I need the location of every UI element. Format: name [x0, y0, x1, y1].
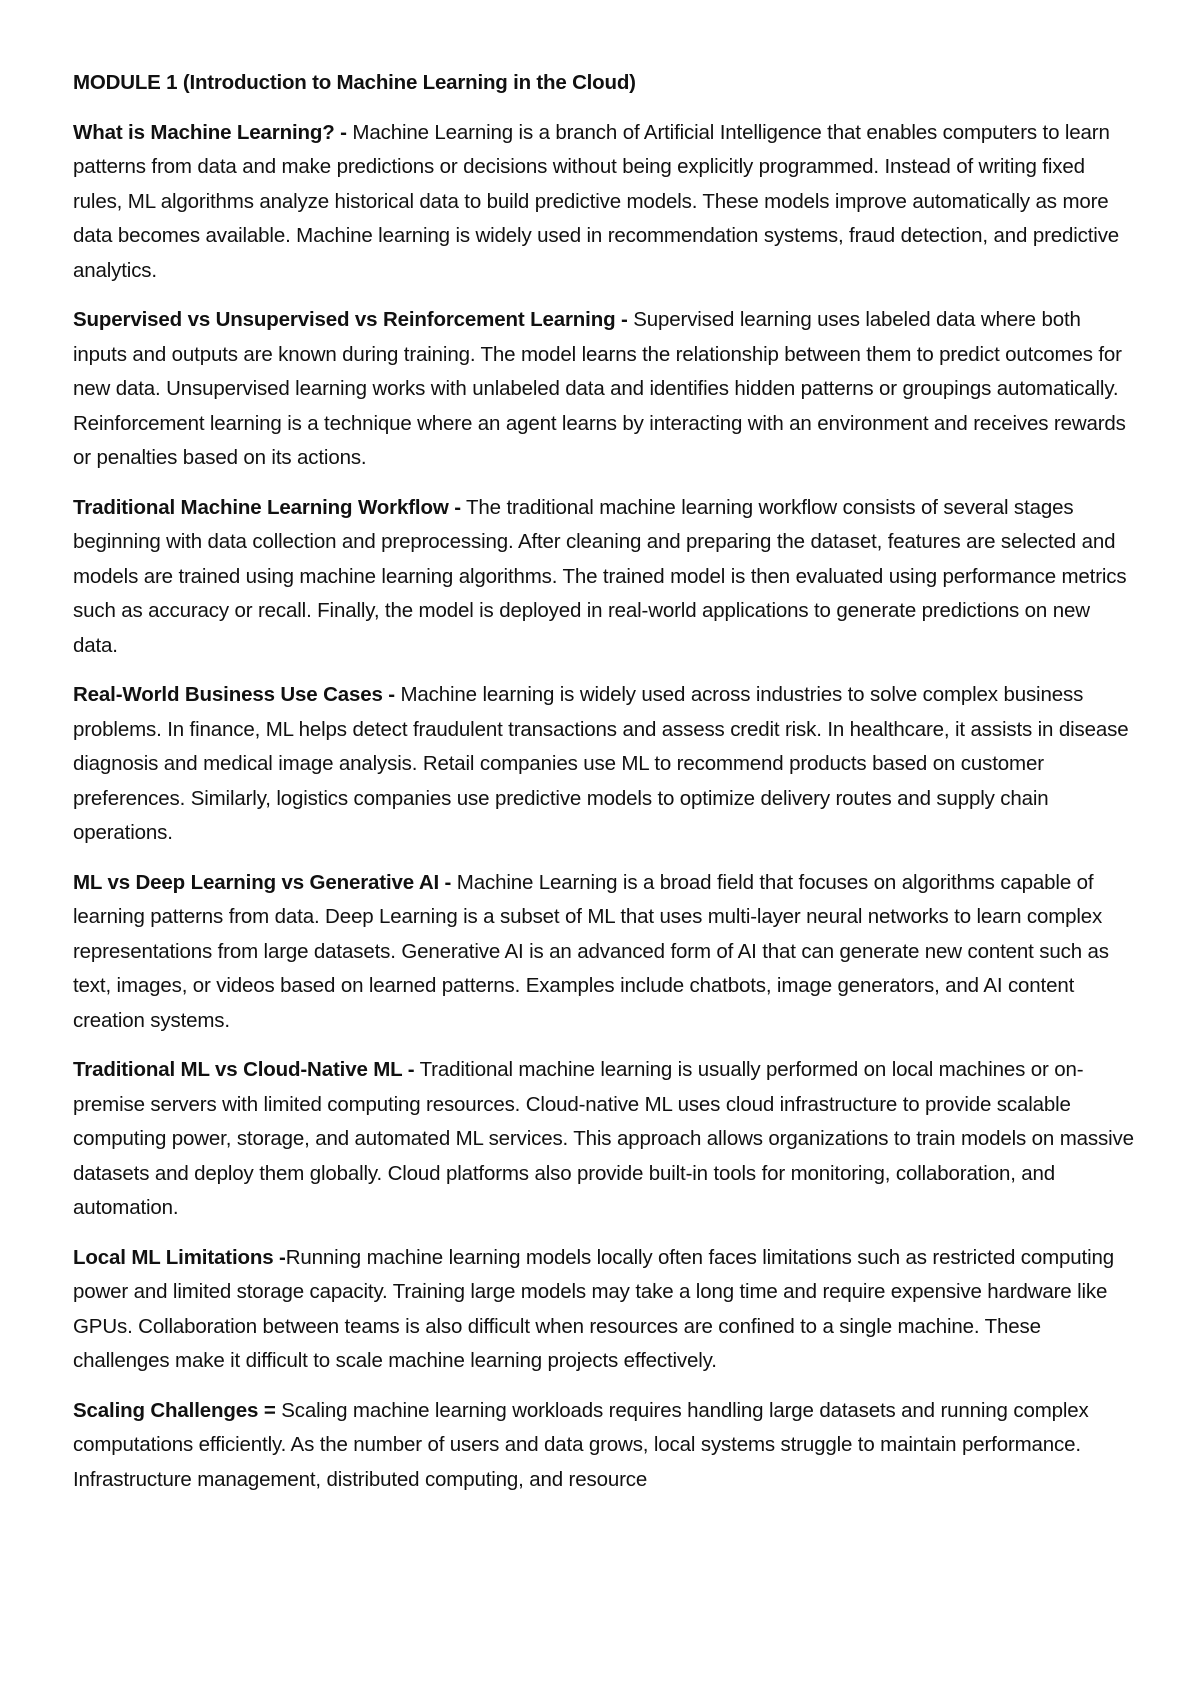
section-body: Traditional machine learning is usually performed on local machines or on-premise servers with limited computing resources. Cloud-native ML uses cloud infrastructure to provide scalable computing power, storage, and automated ML services. This approach allows organizations to train models on massive datasets and deploy them globally. Cloud platforms also provide built-in tools for monitoring, collaboration, and automation.	[73, 1058, 1134, 1219]
section-ml-dl-genai	[73, 866, 1138, 1039]
section-body: The traditional machine learning workflow consists of several stages beginning with data collection and preprocessing. After cleaning and preparing the dataset, features are selected and models are trained using machine learning algorithms. The trained model is then evaluated using performance metrics such as accuracy or recall. Finally, the model is deployed in real-world applications to generate predictions on new data.	[73, 495, 1127, 657]
document-title: MODULE 1 (Introduction to Machine Learning in the Cloud)	[73, 71, 636, 94]
section-heading: Real-World Business Use Cases -	[73, 683, 395, 706]
section-heading: Scaling Challenges =	[73, 1398, 276, 1422]
section-heading: Traditional Machine Learning Workflow -	[73, 495, 461, 519]
section-heading: Traditional ML vs Cloud-Native ML -	[73, 1058, 415, 1081]
section-what-is-ml	[73, 116, 1138, 289]
section-heading: Local ML Limitations -	[73, 1245, 286, 1269]
section-heading: Supervised vs Unsupervised vs Reinforcement Learning -	[73, 308, 628, 331]
section-business-use-cases	[73, 678, 1138, 851]
section-scaling-challenges	[73, 1394, 1138, 1498]
section-body: Machine learning is widely used across industries to solve complex business problems. In finance, ML helps detect fraudulent transactions and assess credit risk. In healthcare, it assists in disease diagnosis and medical image analysis. Retail companies use ML to recommend products based on customer preferences. Similarly, logistics companies use predictive models to optimize delivery routes and supply chain operations.	[73, 683, 1129, 844]
section-cloud-native-ml	[73, 1053, 1138, 1226]
section-learning-types	[73, 303, 1138, 476]
section-body: Supervised learning uses labeled data where both inputs and outputs are known during training. The model learns the relationship between them to predict outcomes for new data. Unsupervised learning works with unlabeled data and identifies hidden patterns or groupings automatically. Reinforcement learning is a technique where an agent learns by interacting with an environment and receives rewards or penalties based on its actions.	[73, 308, 1126, 469]
section-body: Scaling machine learning workloads requires handling large datasets and running complex computations efficiently. As the number of users and data grows, local systems struggle to maintain performance. Infrastructure management, distributed computing, and resource	[73, 1398, 1089, 1491]
section-ml-workflow	[73, 491, 1138, 664]
section-body: Machine Learning is a broad field that focuses on algorithms capable of learning patterns from data. Deep Learning is a subset of ML that uses multi-layer neural networks to learn complex representations from large datasets. Generative AI is an advanced form of AI that can generate new content such as text, images, or videos based on learned patterns. Examples include chatbots, image generators, and AI content creation systems.	[73, 870, 1109, 1032]
section-heading: ML vs Deep Learning vs Generative AI -	[73, 870, 452, 894]
section-heading: What is Machine Learning? -	[73, 120, 347, 144]
section-body: Machine Learning is a branch of Artificial Intelligence that enables computers to learn patterns from data and make predictions or decisions without being explicitly programmed. Instead of writing fixed rules, ML algorithms analyze historical data to build predictive models. These models improve automatically as more data becomes available. Machine learning is widely used in recommendation systems, fraud detection, and predictive analytics.	[73, 120, 1120, 282]
section-body: Running machine learning models locally often faces limitations such as restricted computing power and limited storage capacity. Training large models may take a long time and require expensive hardware like GPUs. Collaboration between teams is also difficult when resources are confined to a single machine. These challenges make it difficult to scale machine learning projects effectively.	[73, 1245, 1114, 1372]
section-local-ml-limitations	[73, 1241, 1138, 1379]
